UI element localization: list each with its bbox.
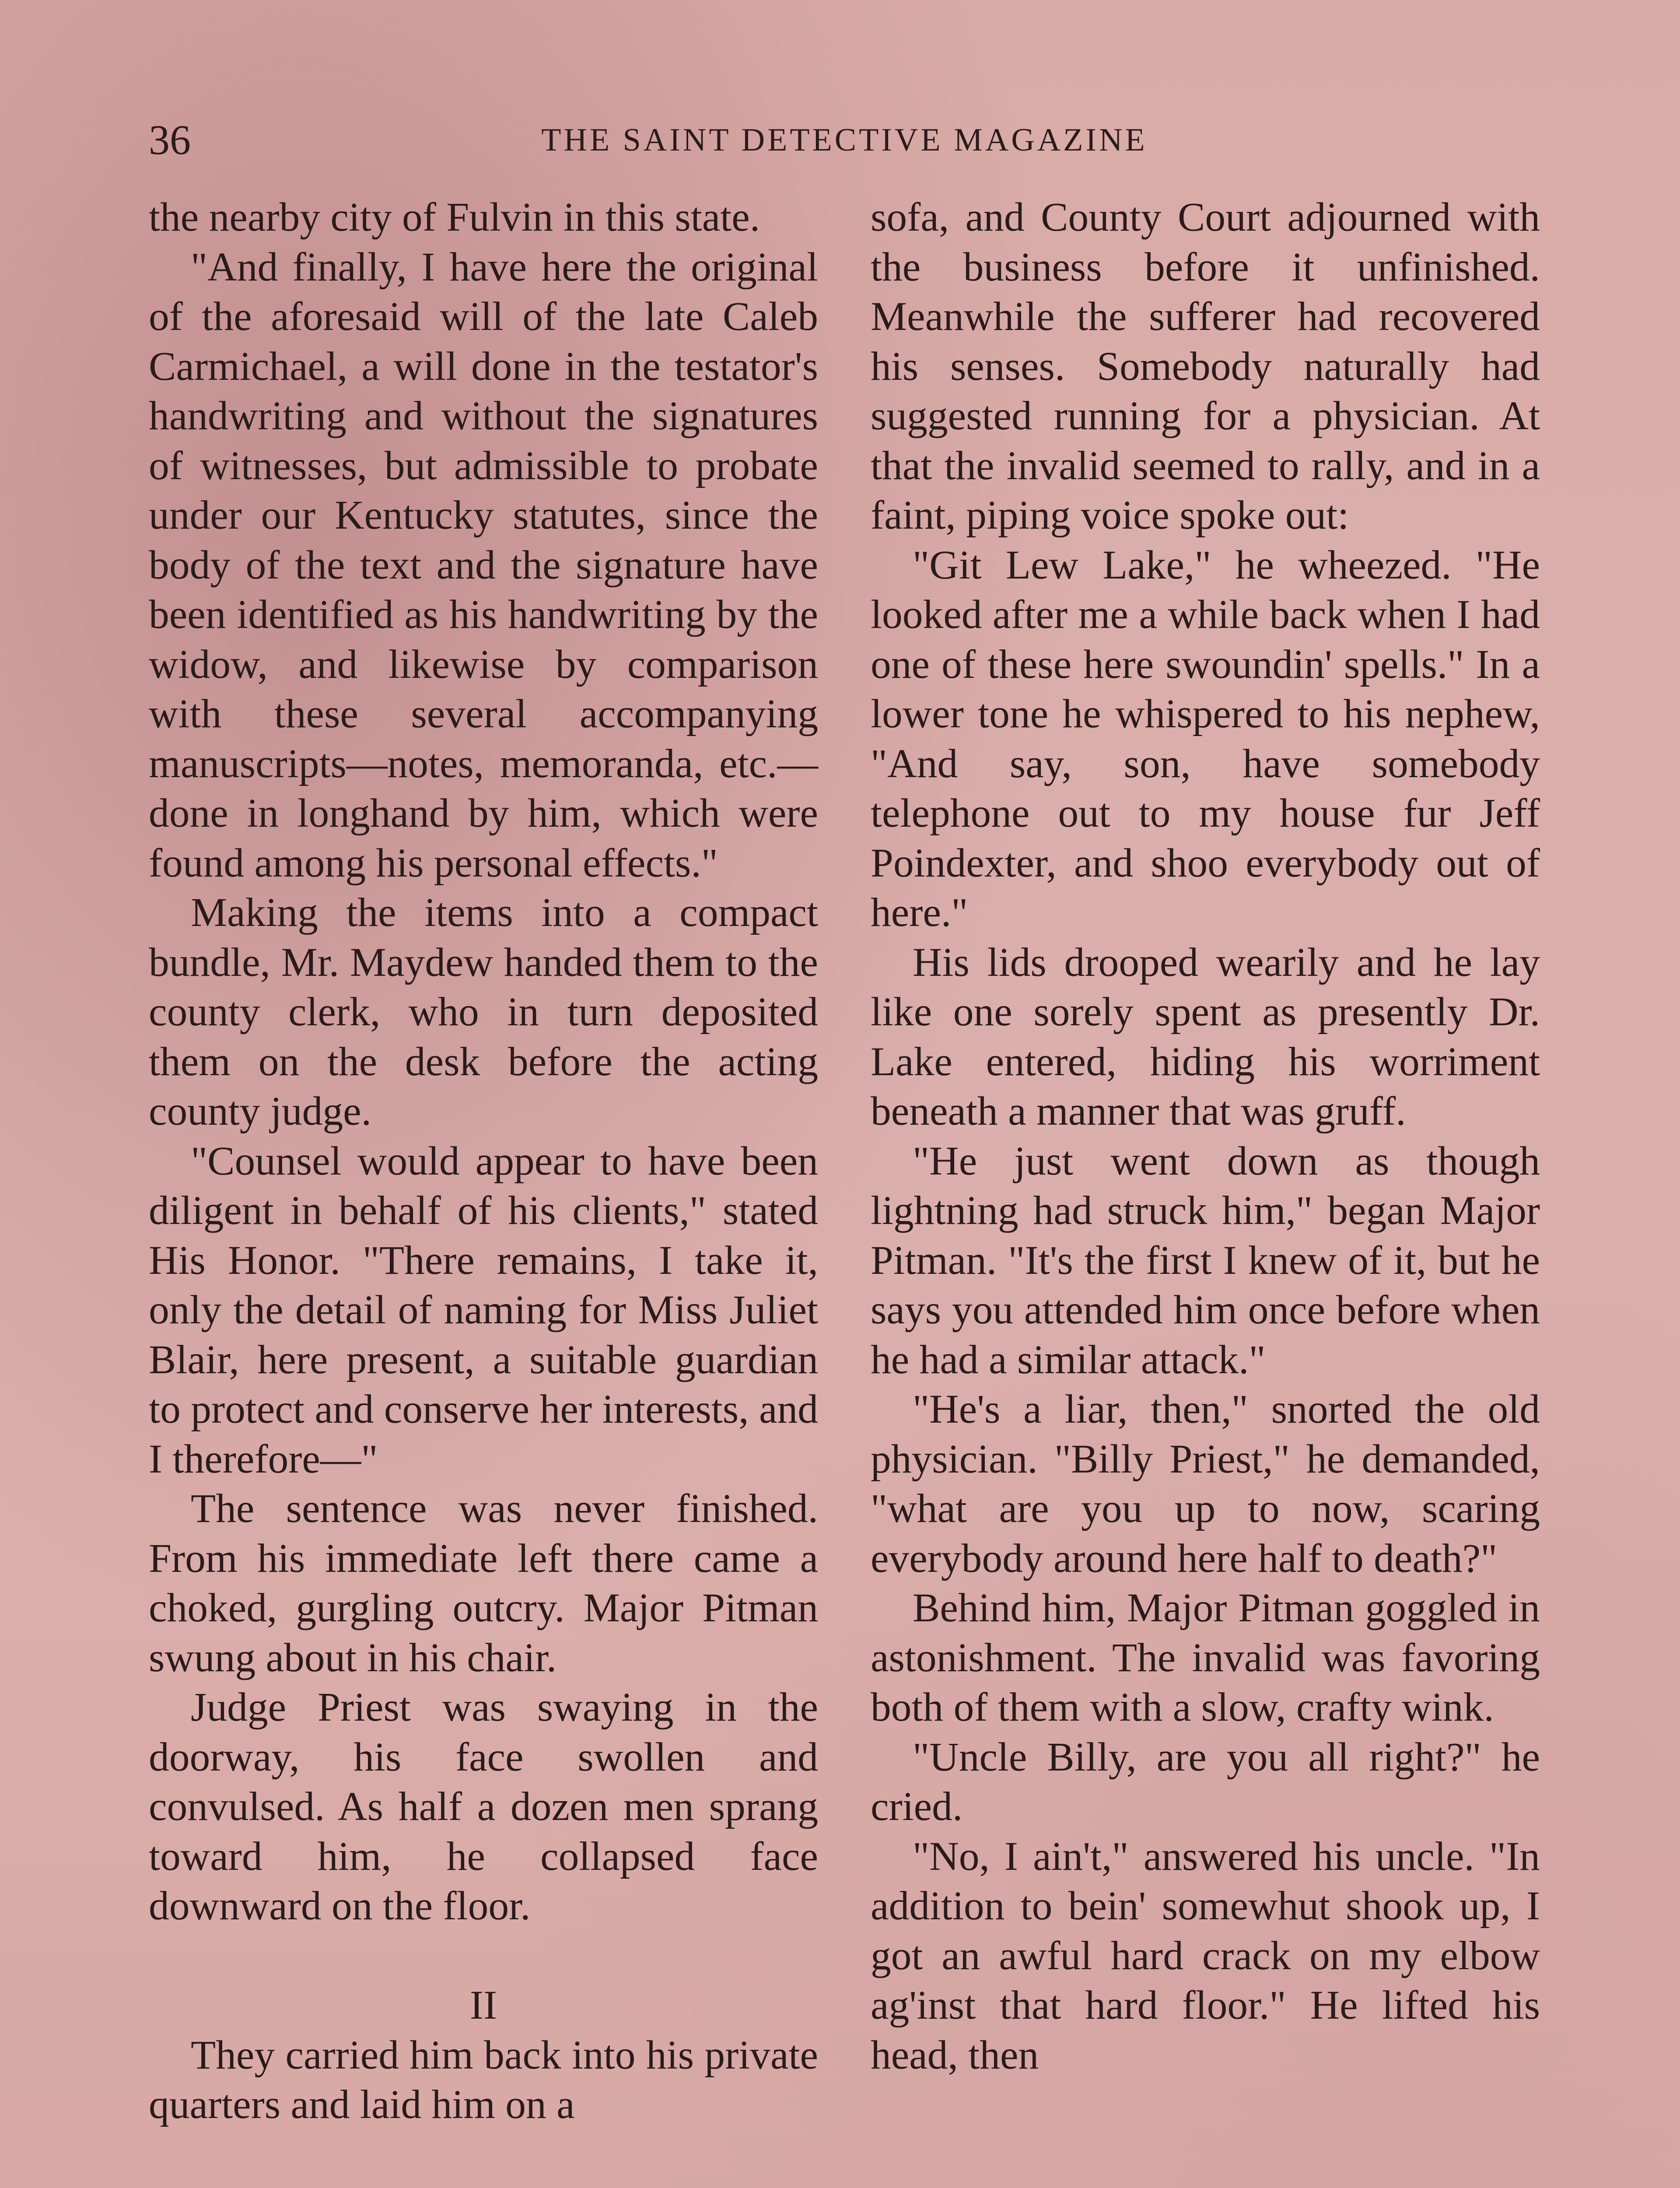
- paragraph: His lids drooped wearily and he lay like one sorely spent as presently Dr. Lake entered, hiding his worriment beneath a manner that was gruff.: [871, 940, 1540, 1134]
- paragraph: "He's a liar, then," snorted the old physician. "Billy Priest," he demanded, "what are you up to now, scaring everybody around here half to death?": [871, 1387, 1540, 1581]
- paragraph: "Uncle Billy, are you all right?" he cried.: [871, 1734, 1540, 1829]
- paragraph: "And finally, I have here the original of the aforesaid will of the late Caleb Carmichael, a will done in the testator's handwriting and without the signatures of witnesses, but admissible to probate under our Kentucky statutes, since the body of the text and the signature have been identified as his handwriting by the widow, and likewise by comparison with these several accompanying manuscripts—notes, memoranda, etc.—done in longhand by him, which were found among his personal effects.": [149, 244, 818, 886]
- right-column: [871, 193, 1540, 2080]
- paragraph: Behind him, Major Pitman goggled in astonishment. The invalid was favoring both of them with a slow, crafty wink.: [871, 1585, 1540, 1730]
- paragraph: "No, I ain't," answered his uncle. "In addition to bein' somewhut shook up, I got an awful hard crack on my elbow ag'inst that hard floor." He lifted his head, then: [871, 1834, 1540, 2078]
- page-number: 36: [149, 116, 191, 163]
- paragraph: the nearby city of Fulvin in this state.: [149, 195, 760, 240]
- running-title: THE SAINT DETECTIVE MAGAZINE: [541, 122, 1148, 158]
- paragraph: "Git Lew Lake," he wheezed. "He looked after me a while back when I had one of these here swoundin' spells." In a lower tone he whispered to his nephew, "And say, son, have somebody telephone out to my house fur Jeff Poindexter, and shoo everybody out of here.": [871, 542, 1540, 935]
- paragraph: "Counsel would appear to have been diligent in behalf of his clients," stated His Honor. "There remains, I take it, only the detail of naming for Miss Juliet Blair, here present, a suitable guardian to protect and conserve her interests, and I therefore—": [149, 1138, 818, 1482]
- page-header: [149, 114, 1540, 166]
- paragraph: Judge Priest was swaying in the doorway, his face swollen and convulsed. As half a dozen men sprang toward him, he collapsed face downward on the floor.: [149, 1685, 818, 1929]
- paragraph: "He just went down as though lightning had struck him," began Major Pitman. "It's the first I knew of it, but he says you attended him once before when he had a similar attack.": [871, 1138, 1540, 1382]
- left-column: [149, 193, 818, 2130]
- paragraph: The sentence was never finished. From his immediate left there came a choked, gurgling outcry. Major Pitman swung about in his chair.: [149, 1486, 818, 1680]
- paragraph: They carried him back into his private quarters and laid him on a: [149, 2032, 818, 2127]
- paragraph: Making the items into a compact bundle, Mr. Maydew handed them to the county clerk, who in turn deposited them on the desk before the acting county judge.: [149, 890, 818, 1134]
- paragraph: sofa, and County Court adjourned with the business before it unfinished. Meanwhile the sufferer had recovered his senses. Somebody naturally had suggested running for a physician. At that the invalid seemed to rally, and in a faint, piping voice spoke out:: [871, 195, 1540, 538]
- section-heading: II: [469, 1983, 497, 2028]
